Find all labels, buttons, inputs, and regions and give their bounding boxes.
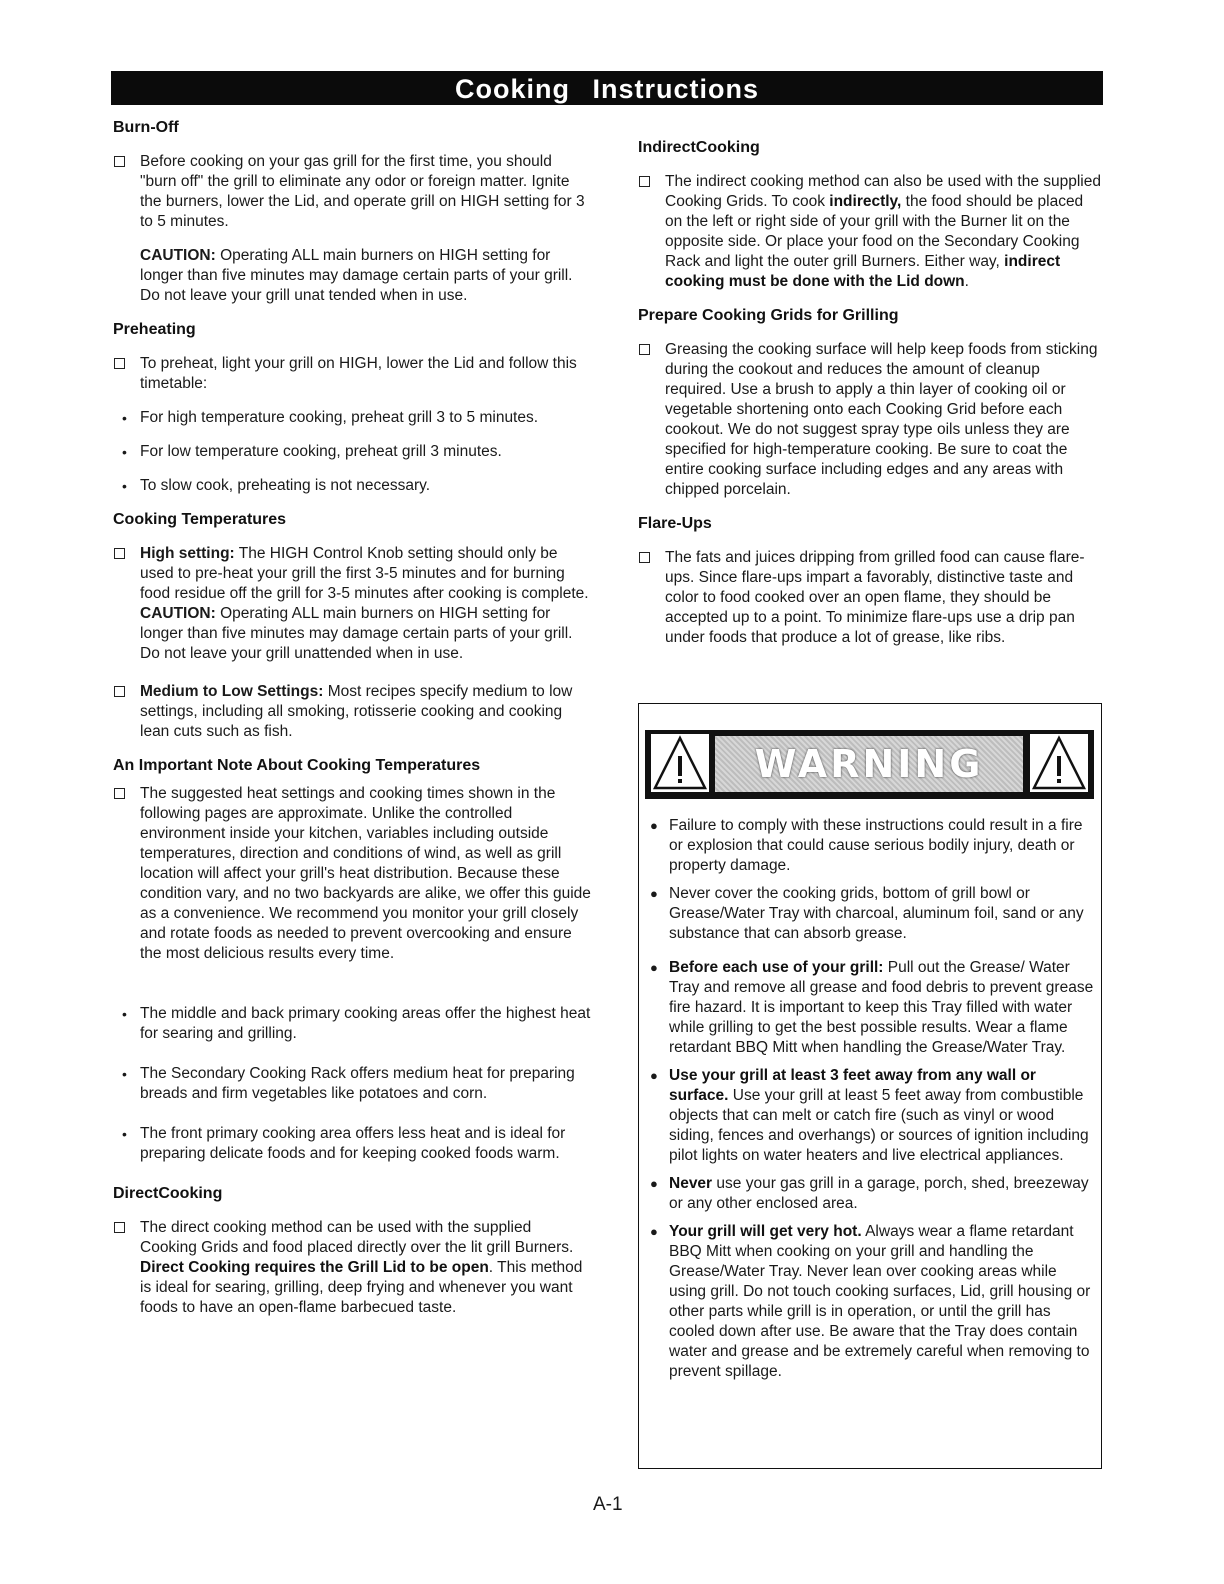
checkbox-icon [114, 358, 125, 369]
bullet-icon: ● [650, 1224, 658, 1239]
preheating-heading: Preheating [113, 321, 196, 338]
bullet-icon: • [122, 444, 127, 460]
warning-item: ● Before each use of your grill: Pull out the Grease/ Water Tray and remove all grease and food debris to prevent grease fire hazard. It is important to keep this Tray filled with water while grilling to get the best possible results. Wear a flame retardant BBQ Mitt when handling the Grease/Water Tray. [650, 959, 1094, 1056]
prepare-item: Greasing the cooking surface will help keep foods from sticking during the cookout and reduces the amount of cleanup required. Use a brush to apply a thin layer of cooking oil or vegetable shortening onto each Cooking Grid before each cookout. We do not suggest spray type oils unless they are specified for high-temperature cooking. Be sure to coat the entire cooking surface including edges and any areas with chipped porcelain. [638, 340, 1102, 500]
warning-label-band [715, 736, 1023, 792]
flareups-heading: Flare-Ups [638, 515, 712, 532]
bullet-icon: ● [650, 960, 658, 975]
warning-item: ● Your grill will get very hot. Always wear a flame retardant BBQ Mitt when cooking on your grill and handling the Grease/Water Tray. Never lean over cooking areas while using grill. Do not touch cooking surfaces, Lid, grill housing or other parts while grill is in operation, or until the grill has cooled down after use. Be aware that the Tray does contain water and grease and be extremely careful when removing to prevent spillage. [650, 1223, 1091, 1380]
warning-triangle-icon [651, 734, 709, 792]
caution-text: Operating ALL main burners on HIGH setting for longer than five minutes may damage certain parts of your grill. Do not leave your grill unat tended when in use. [140, 247, 573, 304]
direct-item: The direct cooking method can be used with the supplied Cooking Grids and food placed directly over the lit grill Burners. Direct Cooking requires the Grill Lid to be open. This method is ideal for searing, grilling, deep frying and whenever you want foods to have an open-flame barbecued taste. [113, 1218, 591, 1318]
preheating-item [113, 354, 591, 394]
bullet-icon: ● [650, 1068, 658, 1083]
caution-label: CAUTION: [140, 605, 216, 622]
direct-heading: DirectCooking [113, 1185, 223, 1202]
bullet-icon: • [122, 478, 127, 494]
medium-setting-item [113, 682, 591, 742]
medium-setting-label: Medium to Low Settings: [140, 683, 324, 700]
direct-emphasis: Direct Cooking requires the Grill Lid to be open [140, 1259, 489, 1276]
burnoff-text: Before cooking on your gas grill for the first time, you should "burn off" the grill to eliminate any odor or foreign matter. Ignite the burners, lower the Lid, and operate grill on HIGH setting for 3 to 5 minutes. [140, 153, 585, 230]
bullet-icon: • [122, 410, 127, 426]
checkbox-icon [639, 552, 650, 563]
flareups-item: The fats and juices dripping from grilled food can cause flare-ups. Since flare-ups impart a favorably, distinctive taste and color to food cooked over an open flame, they should be accepted up to a point. To minimize flare-ups use a drip pan under foods that produce a lot of grease, like ribs. [638, 548, 1102, 648]
list-item: • For low temperature cooking, preheat grill 3 minutes. [122, 443, 502, 460]
caution-label: CAUTION: [140, 247, 216, 264]
warning-item: ● Failure to comply with these instructions could result in a fire or explosion that could cause serious bodily injury, death or property damage. [650, 817, 1083, 874]
warning-item: ● Use your grill at least 3 feet away from any wall or surface. Use your grill at least 5 feet away from combustible objects that can melt or catch fire (such as vinyl or wood siding, fences and overhangs) or sources of ignition including pilot lights on water heaters and live electrical appliances. [650, 1067, 1089, 1164]
temps-heading: Cooking Temperatures [113, 511, 287, 528]
checkbox-icon [114, 156, 125, 167]
medium-setting-text: Most recipes specify medium to low settings, including all smoking, rotisserie cooking and cooking lean cuts such as fish. [140, 683, 573, 740]
checkbox-icon [114, 686, 125, 697]
bullet-icon: ● [650, 818, 658, 833]
note-item [113, 784, 591, 964]
bullet-icon: ● [650, 886, 658, 901]
caution-text: Operating ALL main burners on HIGH setting for longer than five minutes may damage certain parts of your grill. Do not leave your grill unattended when in use. [140, 605, 573, 662]
warning-list [645, 816, 1095, 1390]
list-item: • The Secondary Cooking Rack offers medium heat for preparing breads and firm vegetables like potatoes and corn. [122, 1065, 575, 1102]
bullet-icon: • [122, 1006, 127, 1022]
list-item: • The middle and back primary cooking areas offer the highest heat for searing and grilling. [122, 1005, 591, 1042]
warning-item: ● Never cover the cooking grids, bottom of grill bowl or Grease/Water Tray with charcoal, aluminum foil, sand or any substance that can absorb grease. [650, 885, 1084, 942]
list-item: • For high temperature cooking, preheat grill 3 to 5 minutes. [122, 409, 539, 426]
right-column [638, 138, 1102, 662]
checkbox-icon [639, 176, 650, 187]
burnoff-caution [113, 246, 591, 306]
page-title: Cooking Instructions [111, 71, 1103, 105]
warning-label: WARNING [754, 742, 984, 786]
checkbox-icon [114, 1222, 125, 1233]
bullet-icon: • [122, 1126, 127, 1142]
note-heading: An Important Note About Cooking Temperatures [113, 757, 481, 774]
warning-box [638, 703, 1102, 1469]
bullet-icon: ● [650, 1176, 658, 1191]
bullet-icon: • [122, 1066, 127, 1082]
warning-header [645, 730, 1094, 799]
page-number: A-1 [593, 1494, 623, 1515]
checkbox-icon [114, 548, 125, 559]
left-column [113, 118, 591, 1332]
high-setting-label: High setting: [140, 545, 235, 562]
checkbox-icon [114, 788, 125, 799]
high-setting-text: The HIGH Control Knob setting should only be used to pre-heat your grill the first 3-5 minutes and for burning food residue off the grill for 3-5 minutes after cooking is complete. [140, 545, 589, 602]
indirect-item: The indirect cooking method can also be used with the supplied Cooking Grids. To cook indirectly, the food should be placed on the left or right side of your grill with the Burner lit on the opposite side. Or place your food on the Secondary Cooking Rack and light the outer grill Burners. Either way, indirect cooking must be done with the Lid down. [638, 172, 1102, 292]
preheating-text: To preheat, light your grill on HIGH, lower the Lid and follow this timetable: [140, 355, 577, 392]
list-item: • The front primary cooking area offers less heat and is ideal for preparing delicate foods and for keeping cooked foods warm. [122, 1125, 566, 1162]
high-setting-item [113, 544, 591, 664]
indirect-heading: IndirectCooking [638, 139, 760, 156]
checkbox-icon [639, 344, 650, 355]
burnoff-item [113, 152, 591, 232]
burnoff-heading: Burn-Off [113, 119, 179, 136]
prepare-heading: Prepare Cooking Grids for Grilling [638, 307, 899, 324]
warning-item: ● Never use your gas grill in a garage, porch, shed, breezeway or any other enclosed area. [650, 1175, 1089, 1212]
note-text: The suggested heat settings and cooking times shown in the following pages are approximate. Unlike the controlled environment inside your kitchen, variables including outside temperatures, direction and conditions of wind, as well as grill location will affect your grill's heat distribution. Because these condition vary, and no two backyards are alike, we offer this guide as a convenience. We recommend you monitor your grill closely and rotate foods as needed to prevent overcooking and ensure the most delicious results every time. [140, 785, 591, 962]
list-item: • To slow cook, preheating is not necessary. [122, 477, 431, 494]
warning-triangle-icon [1030, 734, 1088, 792]
